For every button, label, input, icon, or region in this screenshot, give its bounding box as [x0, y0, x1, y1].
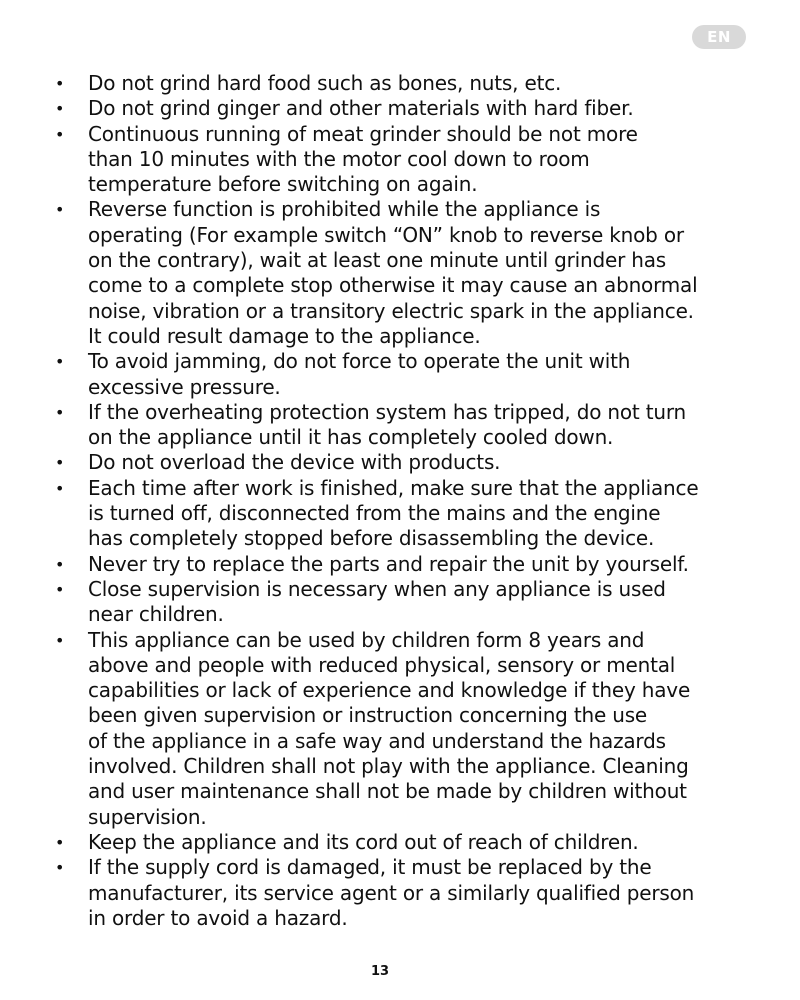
bullet-icon: • — [55, 579, 65, 599]
list-item-text: Do not grind ginger and other materials with hard fiber. — [88, 96, 634, 121]
bullet-icon: • — [55, 554, 65, 574]
bullet-icon: • — [55, 99, 65, 119]
bullet-icon: • — [55, 630, 65, 650]
list-item-text: If the supply cord is damaged, it must be replaced by the manufacturer, its service agent or a similarly qualified person in order to avoid a hazard. — [88, 855, 695, 930]
page-number: 13 — [370, 964, 390, 979]
bullet-icon: • — [55, 352, 65, 372]
bullet-icon: • — [55, 453, 65, 473]
bullet-icon: • — [55, 200, 65, 220]
list-item-text: Do not overload the device with products. — [88, 450, 501, 475]
list-item — [52, 855, 757, 931]
list-item — [52, 71, 757, 96]
list-item-text: Reverse function is prohibited while the appliance is operating (For example switch “ON” knob to reverse knob or on the contrary), wait at least one minute until grinder has come to a complete stop otherwise it may cause an abnormal noise, vibration or a transitory electric spark in the appliance. It could result damage to the appliance. — [88, 197, 698, 348]
list-item — [52, 96, 757, 121]
list-item — [52, 400, 757, 451]
list-item-text: If the overheating protection system has tripped, do not turn on the appliance until it has completely cooled down. — [88, 399, 686, 450]
list-item — [52, 552, 757, 577]
bullet-icon: • — [55, 858, 65, 878]
language-badge: EN — [692, 25, 746, 49]
list-item-text: Do not grind hard food such as bones, nuts, etc. — [88, 71, 562, 95]
list-item — [52, 122, 757, 198]
safety-instructions — [52, 71, 757, 931]
bullet-icon: • — [55, 478, 65, 498]
bullet-list — [52, 71, 757, 931]
bullet-icon: • — [55, 124, 65, 144]
list-item — [52, 476, 757, 552]
list-item — [52, 830, 757, 855]
list-item — [52, 450, 757, 475]
list-item — [52, 197, 757, 349]
list-item-text: Never try to replace the parts and repair the unit by yourself. — [88, 551, 689, 576]
list-item-text: Continuous running of meat grinder should be not more than 10 minutes with the motor cool down to room temperature before switching on again. — [88, 121, 638, 197]
list-item-text: Close supervision is necessary when any appliance is used near children. — [88, 576, 666, 627]
list-item-text: Keep the appliance and its cord out of reach of children. — [88, 829, 639, 854]
list-item-text: This appliance can be used by children form 8 years and above and people with reduced physical, sensory or mental capabilities or lack of experience and knowledge if they have been given supervision or instruction concerning the use of the appliance in a safe way and understand the hazards involved. Children shall not play with the appliance. Cleaning and user maintenance shall not be made by children without supervision. — [88, 627, 691, 829]
list-item — [52, 577, 757, 628]
bullet-icon: • — [55, 74, 65, 93]
list-item — [52, 628, 757, 830]
list-item-text: Each time after work is finished, make sure that the appliance is turned off, disconnected from the mains and the engine has completely stopped before disassembling the device. — [88, 475, 699, 551]
list-item-text: To avoid jamming, do not force to operate the unit with excessive pressure. — [88, 349, 631, 399]
list-item — [52, 349, 757, 400]
bullet-icon: • — [55, 832, 65, 852]
bullet-icon: • — [55, 402, 65, 422]
